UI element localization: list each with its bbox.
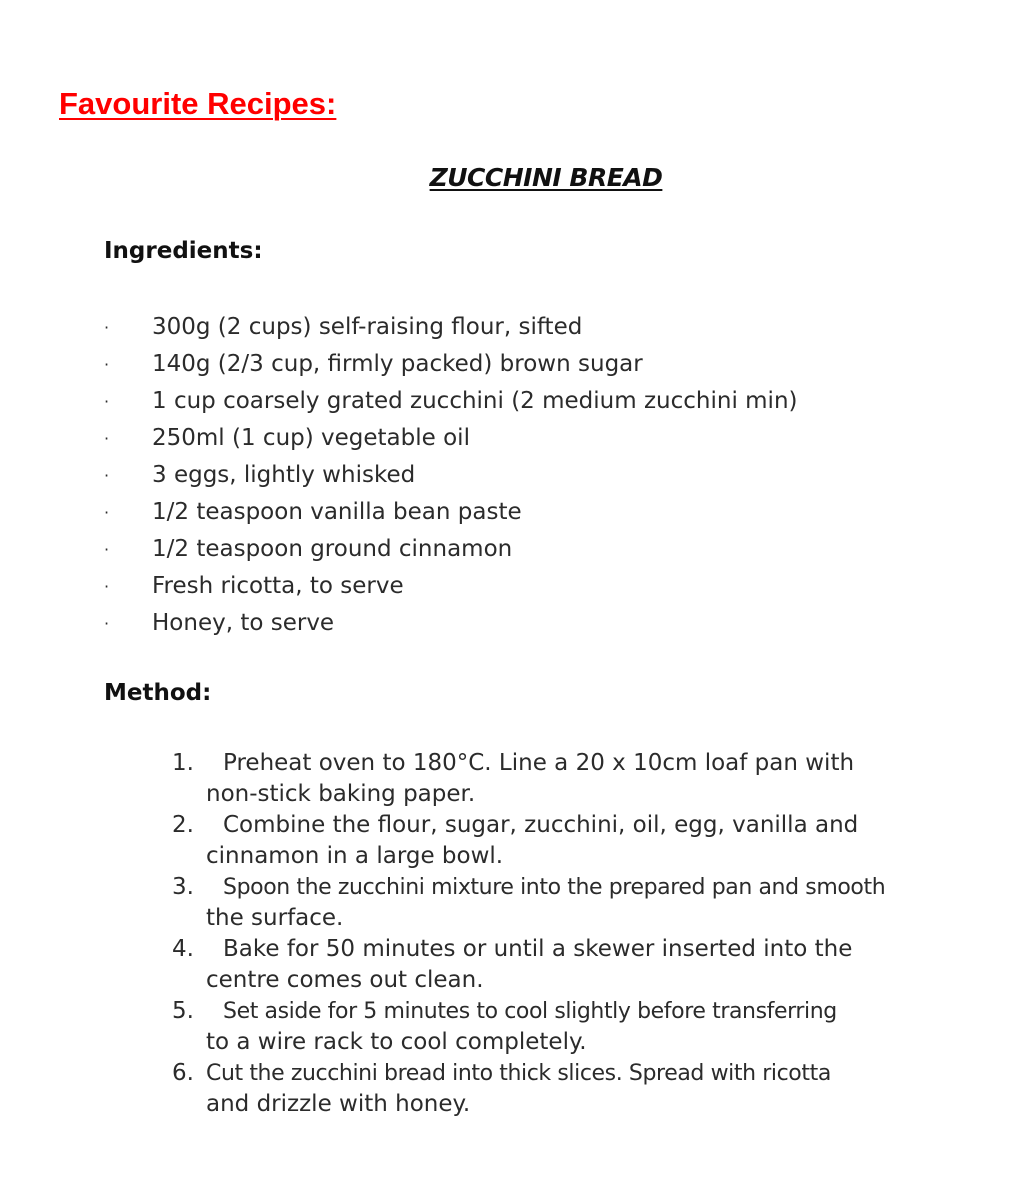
- step-text-line1: Cut the zucchini bread into thick slices. Spread with ricotta: [206, 1061, 831, 1086]
- step-text-line2: the surface.: [206, 905, 344, 931]
- ingredient-text: 140g (2/3 cup, firmly packed) brown sugar: [152, 351, 643, 377]
- ingredient-text: 1 cup coarsely grated zucchini (2 medium zucchini min): [152, 388, 798, 414]
- ingredient-text: 3 eggs, lightly whisked: [152, 462, 416, 488]
- ingredient-text: 1/2 teaspoon vanilla bean paste: [152, 499, 522, 525]
- ingredient-text: 250ml (1 cup) vegetable oil: [152, 425, 470, 451]
- ingredient-text: Fresh ricotta, to serve: [152, 573, 404, 599]
- step-text-line2: to a wire rack to cool completely.: [206, 1029, 587, 1055]
- recipe-title: ZUCCHINI BREAD: [429, 163, 663, 192]
- bullet-icon: ·: [104, 503, 110, 522]
- ingredient-text: Honey, to serve: [152, 610, 335, 636]
- bullet-icon: ·: [104, 355, 110, 374]
- bullet-icon: ·: [104, 540, 110, 559]
- step-number: 4.: [172, 936, 194, 962]
- step-text-line2: centre comes out clean.: [206, 967, 484, 993]
- bullet-icon: ·: [104, 318, 110, 337]
- ingredients-heading: Ingredients:: [104, 238, 263, 264]
- bullet-icon: ·: [104, 392, 110, 411]
- ingredient-text: 1/2 teaspoon ground cinnamon: [152, 536, 513, 562]
- method-heading: Method:: [104, 680, 212, 706]
- step-text-line1: Set aside for 5 minutes to cool slightly before transferring: [223, 999, 837, 1024]
- page-heading: Favourite Recipes:: [59, 86, 337, 121]
- step-text-line1: Bake for 50 minutes or until a skewer inserted into the: [223, 936, 853, 962]
- step-text-line2: non-stick baking paper.: [206, 781, 476, 807]
- step-text-line2: cinnamon in a large bowl.: [206, 843, 504, 869]
- bullet-icon: ·: [104, 577, 110, 596]
- step-text-line1: Preheat oven to 180°C. Line a 20 x 10cm loaf pan with: [223, 750, 855, 776]
- step-number: 1.: [172, 750, 194, 776]
- step-number: 2.: [172, 812, 194, 838]
- bullet-icon: ·: [104, 466, 110, 485]
- bullet-icon: ·: [104, 429, 110, 448]
- step-text-line1: Combine the flour, sugar, zucchini, oil, egg, vanilla and: [223, 812, 859, 838]
- step-text-line1: Spoon the zucchini mixture into the prepared pan and smooth: [223, 875, 886, 900]
- step-text-line2: and drizzle with honey.: [206, 1091, 471, 1117]
- step-number: 6.: [172, 1060, 194, 1086]
- bullet-icon: ·: [104, 614, 110, 633]
- ingredient-text: 300g (2 cups) self-raising flour, sifted: [152, 314, 583, 340]
- step-number: 3.: [172, 874, 194, 900]
- step-number: 5.: [172, 998, 194, 1024]
